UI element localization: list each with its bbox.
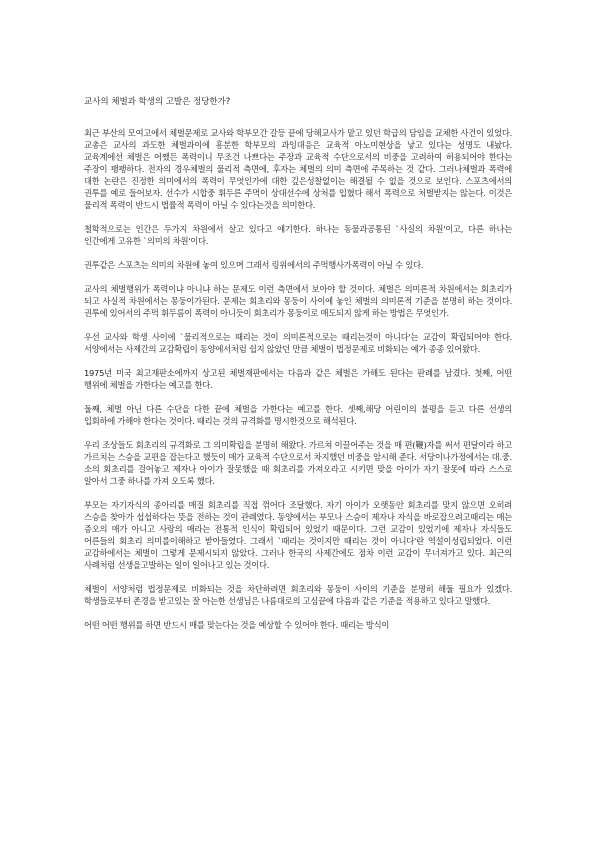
paragraph: 최근 부산의 모여고에서 체벌문제로 교사와 학부모간 갈등 끝에 당해교사가 맡고 있던 학급의 담임을 교체한 사건이 있었다. 교총은 교사의 과도한 체벌과이에 흥분한 학부모의 과잉대응은 교육적 아노미현상을 낳고 있다는 성명도 내놨다. 교육계에선 체벌은 어쨌든 폭력이니 무조건 나쁘다는 주장과 교육적 수단으로서의 비중을 고려하여 허용되어야 한다는 주장이 팽팽하다. 전자의 경우체벌의 물리적 측면에, 후자는 체벌의 의미 측면에 주목하는 것 같다. 그러나체벌과 폭력에 대한 논란은 진정한 의미에서의 폭력이 무엇인가에 대한 깊은성찰없이는 해결될 수 없을 것으로 보인다. 스포츠에서의 권투를 예로 들어보자. 선수가 시합중 휘두른 주먹이 상대선수에 상처를 입혔다 해서 폭력으로 처벌받지는 않는다. 이것은 물리적 폭력이 반드시 법률적 폭력이 아닐 수 있다는것을 의미한다. — [84, 128, 512, 210]
paragraph: 부모는 자기자식의 종아리를 매질 회초리를 직접 꺾어다 조달했다. 자기 아이가 오랫동안 회초리를 맞지 않으면 오히려 스승을 찾아가 섭섭하다는 뜻을 전하는 것이 관례였다. 동양에서는 부모나 스승이 제자나 자식을 바로잡으려고때리는 매는 증오의 매가 아니고 사랑의 매라는 전통적 인식이 확립되어 있었기 때문이다. 그런 교감이 있었기에 제자나 자식들도 어른들의 회초리 의미를이해하고 받아들였다. 그래서 `때리는 것이지만 때리는 것이 아니다'란 역설이성립되었다. 이런 교감하에서는 체벌이 그렇게 문제시되지 않았다. 그러나 한국의 사제간에도 점차 이런 교감이 무너져가고 있다. 최근의 사례처럼 선생을고발하는 일이 일어나고 있는 것이다. — [84, 500, 512, 570]
paragraph: 철학적으로는 인간은 두가지 차원에서 살고 있다고 얘기한다. 하나는 동물과공통된 `사실의 차원'이고, 다른 하나는 인간에게 고유한 `의미의 차원'이다. — [84, 224, 512, 246]
paragraph: 체벌이 서양처럼 법정문제로 비화되는 것을 차단하려면 회초리와 몽둥이 사이의 기준을 분명히 해둘 필요가 있겠다. 학생들로부터 존경을 받고있는 잘 아는한 선생님은 나름대로의 고심끝에 다음과 같은 기준을 적용하고 있다고 말했다. — [84, 584, 512, 606]
paragraph: 우리 조상들도 회초리의 규격화로 그 의미확립을 분명히 해왔다. 가르쳐 이끌어주는 것을 매 편(鞭)자를 써서 편달이라 하고 가르치는 스승을 교편을 잡는다고 했듯이 매가 교육적 수단으로서 차지했던 비중을 암시해 준다. 서당이나가정에서는 대.중.소의 회초리를 걸어놓고 제자나 아이가 잘못했을 때 회초리를 가져오라고 시키면 맞을 아이가 자기 잘못에 따라 스스로 알아서 그중 하나를 가져 오도록 했다. — [84, 440, 512, 486]
paragraph: 우선 교사와 학생 사이에 `물리적으로는 때리는 것이 의미론적으로는 때리는것이 아니다'는 교감이 확립되어야 한다. 서양에서는 사제간의 교감확립이 동양에서처럼 쉽지 않았던 만큼 체벌이 법정문제로 비화되는 예가 종종 있어왔다. — [84, 332, 512, 354]
paragraph: 둘째, 체벌 아닌 다른 수단을 다한 끝에 체벌을 가한다는 예고를 한다. 셋째,해당 어린이의 불평을 듣고 다른 선생의 입회하에 가해야 한다는 것이다. 때리는 것의 규격화를 명시한것으로 해석된다. — [84, 404, 512, 426]
paragraph: 1975년 미국 최고재판소에까지 상고된 체벌재판에서는 다음과 같은 체벌은 가해도 된다는 판례를 남겼다. 첫째, 어떤 행위에 체벌을 가한다는 예고를 한다. — [84, 368, 512, 390]
paragraph: 교사의 체벌행위가 폭력이냐 아니냐 하는 문제도 이런 측면에서 보아야 할 것이다. 체벌은 의미론적 차원에서는 회초리가 되고 사실적 차원에서는 몽둥이가된다. 문제는 회초리와 몽둥이 사이에 놓인 체벌의 의미론적 기준을 분명히 하는 것이다. 권투에 있어서의 주먹 휘두름이 폭력이 아니듯이 회초리가 몽둥이로 매도되지 않게 하는 방법은 무엇인가. — [84, 284, 512, 318]
paragraph: 어떤 어떤 행위를 하면 반드시 매를 맞는다는 것을 예상할 수 있어야 한다. 때리는 방식이 — [84, 620, 390, 630]
document-page — [84, 96, 512, 643]
document-title: 교사의 체벌과 학생의 고발은 정당한가? — [84, 97, 231, 107]
paragraph: 권투같은 스포츠는 의미의 차원에 놓여 있으며 그래서 링위에서의 주먹행사가폭력이 아닐 수 있다. — [84, 260, 424, 270]
